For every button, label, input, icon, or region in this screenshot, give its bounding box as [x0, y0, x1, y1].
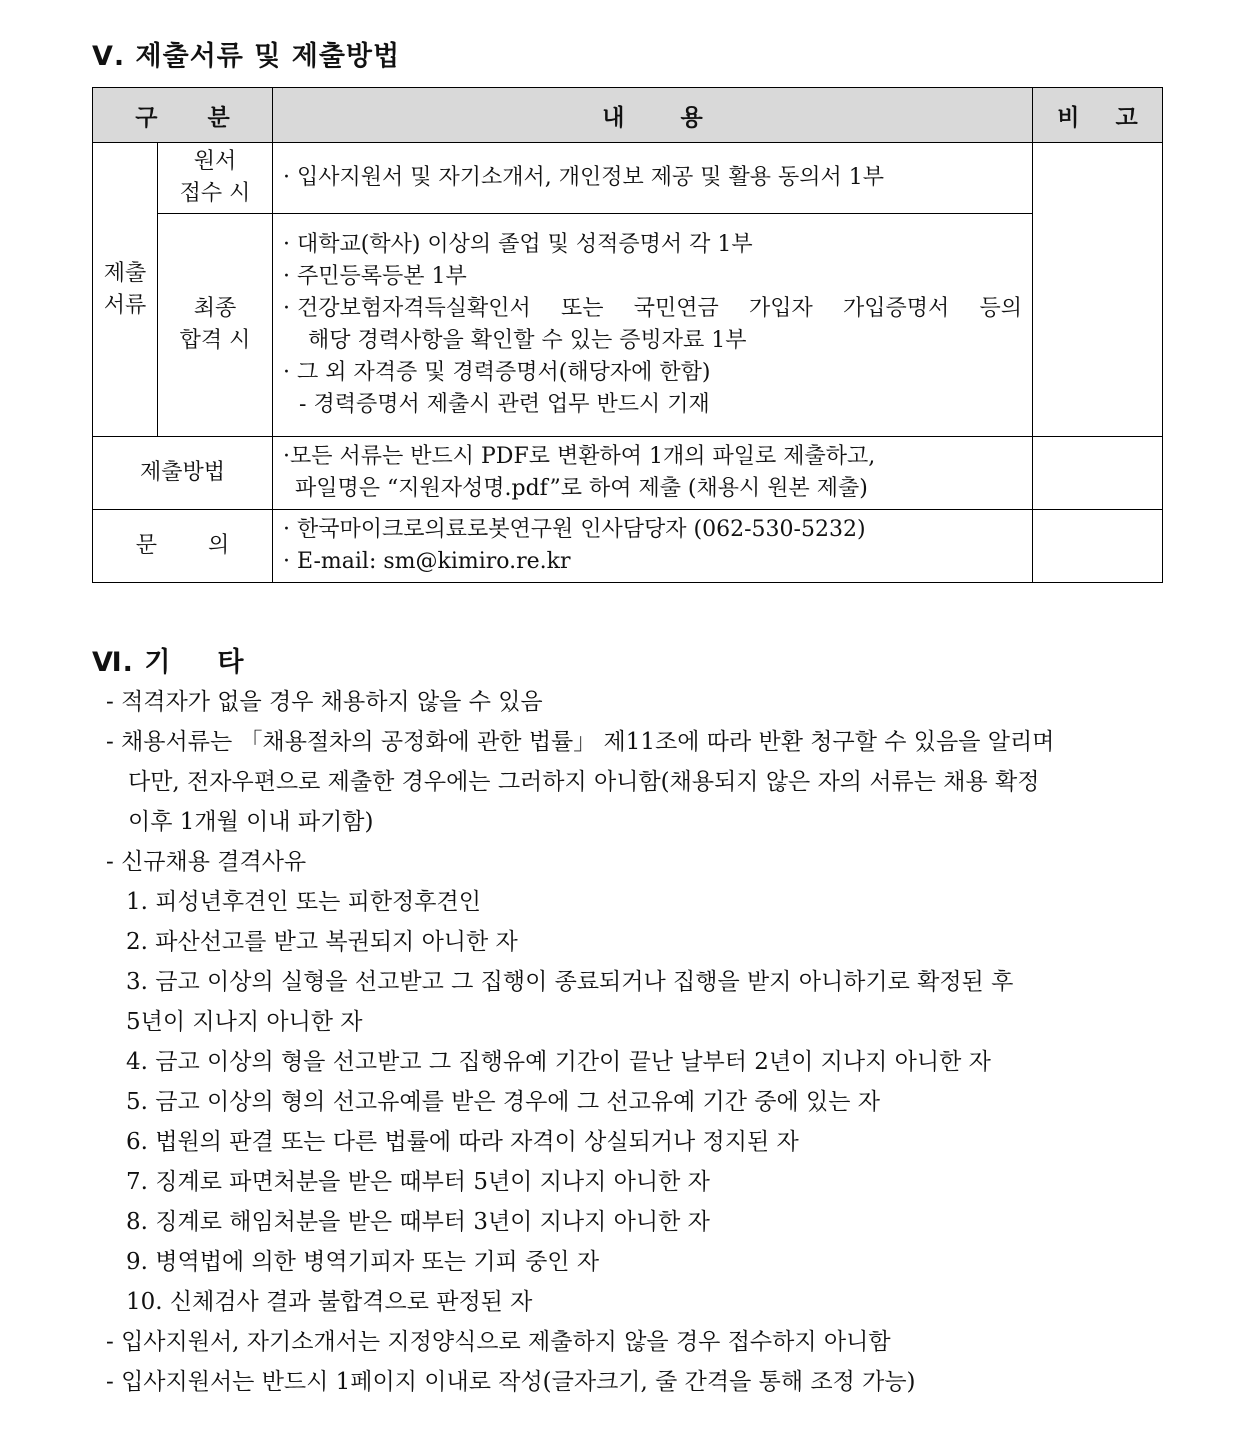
disqualification-item: 8. 징계로 해임처분을 받은 때부터 3년이 지나지 아니한 자: [126, 1209, 710, 1235]
final-justified-line: · 건강보험자격득실확인서 또는 국민연금 가입자 가입증명서 등의: [283, 296, 1022, 321]
note-cell-method: [1033, 437, 1163, 510]
disqualification-item-continued: 5년이 지나지 아니한 자: [126, 1009, 363, 1035]
header-category: 구 분: [93, 88, 273, 143]
note-cell-inquiry: [1033, 510, 1163, 583]
disqualification-item: 3. 금고 이상의 실형을 선고받고 그 집행이 종료되거나 집행을 받지 아니하기로 확정된 후: [126, 969, 1014, 995]
apply-content-cell: · 입사지원서 및 자기소개서, 개인정보 제공 및 활용 동의서 1부: [273, 143, 1033, 214]
list-item: - 입사지원서, 자기소개서는 지정양식으로 제출하지 않을 경우 접수하지 아니함: [106, 1329, 891, 1355]
list-item-continued: 다만, 전자우편으로 제출한 경우에는 그러하지 아니함(채용되지 않은 자의 서류는 채용 확정: [128, 769, 1040, 795]
table-header-row: [93, 88, 1163, 143]
disqualification-item: 10. 신체검사 결과 불합격으로 판정된 자: [126, 1289, 533, 1315]
list-item: - 적격자가 없을 경우 채용하지 않을 수 있음: [106, 689, 543, 715]
header-note: 비 고: [1033, 88, 1163, 143]
apply-label-cell: 원서 접수 시: [158, 143, 273, 214]
table-row-method: [93, 437, 1163, 510]
table-row-apply: [93, 143, 1163, 214]
disqualification-item: 1. 피성년후견인 또는 피한정후견인: [126, 889, 481, 915]
final-label-cell: 최종 합격 시: [158, 214, 273, 437]
inquiry-label-cell: 문 의: [93, 510, 273, 583]
disqualification-item: 7. 징계로 파면처분을 받은 때부터 5년이 지나지 아니한 자: [126, 1169, 710, 1195]
disqualification-item: 9. 병역법에 의한 병역기피자 또는 기피 중인 자: [126, 1249, 600, 1275]
disqualification-item: 6. 법원의 판결 또는 다른 법률에 따라 자격이 상실되거나 정지된 자: [126, 1129, 799, 1155]
method-label-cell: 제출방법: [93, 437, 273, 510]
inquiry-content-cell: · 한국마이크로의료로봇연구원 인사담당자 (062-530-5232) · E-mail: sm@kimiro.re.kr: [273, 510, 1033, 583]
header-content: 내 용: [273, 88, 1033, 143]
list-item-continued: 이후 1개월 이내 파기함): [128, 809, 374, 835]
note-cell-docs: [1033, 143, 1163, 437]
submission-table: [92, 87, 1163, 583]
list-item: - 입사지원서는 반드시 1페이지 이내로 작성(글자크기, 줄 간격을 통해 조정 가능): [106, 1369, 916, 1395]
list-item: - 신규채용 결격사유: [106, 849, 307, 875]
method-content-cell: ·모든 서류는 반드시 PDF로 변환하여 1개의 파일로 제출하고, 파일명은 “지원자성명.pdf”로 하여 제출 (채용시 원본 제출): [273, 437, 1033, 510]
section5-title: Ⅴ. 제출서류 및 제출방법: [92, 41, 401, 72]
docs-label-cell: 제출 서류: [93, 143, 158, 437]
disqualification-item: 5. 금고 이상의 형의 선고유예를 받은 경우에 그 선고유예 기간 중에 있는 자: [126, 1089, 880, 1115]
disqualification-item: 2. 파산선고를 받고 복권되지 아니한 자: [126, 929, 518, 955]
disqualification-item: 4. 금고 이상의 형을 선고받고 그 집행유예 기간이 끝난 날부터 2년이 지나지 아니한 자: [126, 1049, 991, 1075]
final-content-cell: · 대학교(학사) 이상의 졸업 및 성적증명서 각 1부 · 주민등록등본 1부 · 건강보험자격득실확인서 또는 국민연금 가입자 가입증명서 등의 해당 경력사항을 확인할 수 있는 증빙자료 1부 · 그 외 자격증 및 경력증명서(해당자에 한함) - 경력증명서 제출시 관련 업무 반드시 기재: [273, 214, 1033, 437]
table-row-final: [93, 214, 1163, 437]
table-row-inquiry: [93, 510, 1163, 583]
list-item: - 채용서류는 「채용절차의 공정화에 관한 법률」 제11조에 따라 반환 청구할 수 있음을 알리며: [106, 729, 1055, 755]
etc-list: [100, 682, 1160, 1402]
section6-title: Ⅵ. 기 타: [92, 647, 245, 678]
